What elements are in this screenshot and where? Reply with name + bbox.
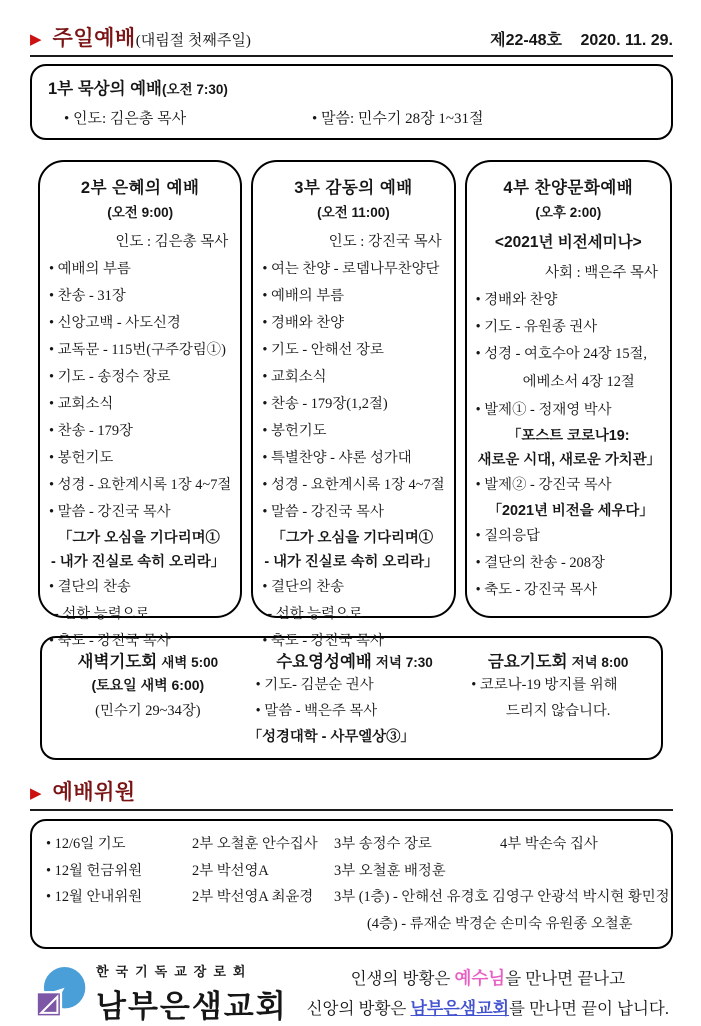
order-item: • 기도 - 안해선 장로 xyxy=(262,342,384,358)
committee-part3-continuation: (4층) - 류재순 박경순 손미숙 유원종 오철훈 xyxy=(367,915,633,932)
slogan1-prefix: 인생의 방황은 xyxy=(350,969,455,989)
committee-row xyxy=(46,831,657,858)
order-item: • 찬송 - 179장(1,2절) xyxy=(262,396,388,412)
wednesday-service-header xyxy=(244,648,466,672)
red-triangle-icon: ▶ xyxy=(30,32,42,48)
service4-box xyxy=(465,160,672,618)
service1-box xyxy=(30,64,673,140)
committee-part2: 2부 박선영A xyxy=(192,862,269,879)
order-item: • 찬송 - 31장 xyxy=(49,288,126,304)
denomination-name: 한국기독교장로회 xyxy=(96,964,253,979)
committee-row xyxy=(46,858,657,885)
friday-notice-line1: • 코로나-19 방지를 위해 xyxy=(471,677,618,693)
order-item: • 결단의 찬송 xyxy=(49,579,131,595)
friday-prayer xyxy=(465,648,651,750)
committee-part4: 4부 박손숙 집사 xyxy=(500,836,598,852)
committee-part3-4 xyxy=(334,831,657,858)
committee-header xyxy=(30,776,673,811)
dawn-prayer-scripture: (민수기 29~34장) xyxy=(95,703,201,719)
order-item-sub: - 선한 능력으로 xyxy=(267,606,363,622)
church-logo xyxy=(34,961,288,1026)
service3-box xyxy=(251,160,455,649)
committee-part2: 2부 오철훈 안수집사 xyxy=(192,836,318,852)
order-item: • 말씀 - 강진국 목사 xyxy=(49,504,171,520)
committee-part3: 3부 오철훈 배정훈 xyxy=(334,862,446,879)
committee-title: 예배위원 xyxy=(52,781,136,804)
dawn-prayer-saturday: (토요일 새벽 6:00) xyxy=(91,677,205,693)
service1-details xyxy=(48,107,655,128)
order-item: • 찬송 - 179장 xyxy=(49,423,133,439)
order-item: • 성경 - 요한계시록 1장 4~7절 xyxy=(49,477,232,493)
service1-title: 1부 묵상의 예배 xyxy=(48,80,162,98)
order-item: • 여는 찬양 - 로뎀나무찬양단 xyxy=(262,261,440,277)
order-item: • 교독문 - 115번(구주강림①) xyxy=(49,342,226,358)
order-item: • 기도 - 유원종 권사 xyxy=(475,319,598,335)
service1-time: (오전 7:30) xyxy=(161,82,228,97)
service1-title-line xyxy=(48,75,655,99)
church-logo-text xyxy=(96,961,288,1026)
friday-prayer-title: 금요기도회 xyxy=(487,653,568,671)
wednesday-service xyxy=(244,648,466,750)
presentation2-title: 「2021년 비전을 세우다」 xyxy=(487,503,654,519)
order-item: • 신앙고백 - 사도신경 xyxy=(49,315,181,331)
service4-time: (오후 2:00) xyxy=(535,205,602,220)
committee-role-empty xyxy=(46,911,192,938)
service3-time: (오전 11:00) xyxy=(317,205,390,220)
service2-box xyxy=(38,160,242,649)
service4-title: 4부 찬양문화예배 xyxy=(503,179,634,197)
committee-role: • 12월 안내위원 xyxy=(46,889,143,905)
committee-part2-empty xyxy=(192,911,334,938)
service3-leader: 인도 : 강진국 목사 xyxy=(328,234,442,250)
order-item: • 경배와 찬양 xyxy=(475,292,558,308)
slogan-line2 xyxy=(307,994,669,1024)
order-item: • 결단의 찬송 - 208장 xyxy=(475,555,605,571)
order-item: • 말씀 - 강진국 목사 xyxy=(262,504,384,520)
order-item: • 질의응답 xyxy=(475,528,540,544)
slogan2-church: 남부은샘교회 xyxy=(410,999,510,1018)
order-item: • 예배의 부름 xyxy=(262,288,345,304)
order-item: • 결단의 찬송 xyxy=(262,579,345,595)
dawn-prayer-time: 새벽 5:00 xyxy=(161,655,219,670)
committee-role: • 12월 헌금위원 xyxy=(46,862,143,879)
order-item: • 성경 - 여호수아 24장 15절, xyxy=(475,346,648,362)
committee-row xyxy=(46,884,670,911)
church-name: 남부은샘교회 xyxy=(96,989,288,1024)
issue-and-date xyxy=(490,27,673,50)
committee-part3: 3부 송정수 장로 xyxy=(334,836,432,852)
order-item: • 축도 - 강진국 목사 xyxy=(262,633,384,649)
order-item-sub: - 선한 능력으로 xyxy=(54,606,150,622)
order-item: • 기도 - 송정수 장로 xyxy=(49,369,171,385)
committee-part3: 3부 (1층) - 안해선 유경호 김영구 안광석 박시현 황민정 xyxy=(334,889,670,905)
slogan2-prefix: 신앙의 방황은 xyxy=(306,999,411,1018)
slogan1-suffix: 을 만나면 끝나고 xyxy=(505,969,626,989)
wednesday-series-title: 「성경대학 - 사무엘상③」 xyxy=(247,729,415,745)
order-item: • 예배의 부름 xyxy=(49,261,131,277)
order-item-continuation: 에베소서 4장 12절 xyxy=(522,374,635,390)
slogan1-jesus: 예수님 xyxy=(454,968,506,989)
committee-part2: 2부 박선영A 최윤경 xyxy=(192,889,314,905)
issue-number: 제22-48호 xyxy=(490,32,563,49)
page-title: 주일예배 xyxy=(52,27,136,50)
order-item: • 봉헌기도 xyxy=(49,450,114,466)
order-item: • 특별찬양 - 샤론 성가대 xyxy=(262,450,412,466)
friday-prayer-time: 저녁 8:00 xyxy=(571,655,629,670)
order-item: • 경배와 찬양 xyxy=(262,315,345,331)
wednesday-service-time: 저녁 7:30 xyxy=(375,655,433,670)
wednesday-prayer: • 기도- 김분순 권사 xyxy=(255,677,374,693)
service2-time: (오전 9:00) xyxy=(107,205,174,220)
order-item: • 교회소식 xyxy=(262,369,327,385)
friday-notice-line2: 드리지 않습니다. xyxy=(505,703,611,719)
order-item: • 봉헌기도 xyxy=(262,423,327,439)
footer xyxy=(30,961,673,1026)
service1-scripture: • 말씀: 민수기 28장 1~31절 xyxy=(312,111,484,127)
service1-leader: • 인도: 김은총 목사 xyxy=(64,111,187,127)
wednesday-sermon: • 말씀 - 백은주 목사 xyxy=(255,703,378,719)
order-item: • 축도 - 강진국 목사 xyxy=(475,582,598,598)
order-item: • 발제② - 강진국 목사 xyxy=(475,477,612,493)
midweek-box xyxy=(40,636,663,760)
order-item: • 성경 - 요한계시록 1장 4~7절 xyxy=(262,477,445,493)
church-slogan xyxy=(307,963,669,1024)
service-columns xyxy=(38,160,665,649)
presentation1-title-line2: 새로운 시대, 새로운 가치관」 xyxy=(477,452,661,468)
vision-seminar-title: <2021년 비전세미나> xyxy=(494,234,642,251)
slogan2-suffix: 를 만나면 끝이 납니다. xyxy=(509,999,669,1018)
presentation1-title-line1: 「포스트 코로나19: xyxy=(506,428,630,444)
committee-role: • 12/6일 기도 xyxy=(46,836,126,852)
service3-title: 3부 감동의 예배 xyxy=(294,179,413,197)
friday-prayer-header xyxy=(465,648,651,672)
service2-leader: 인도 : 김은총 목사 xyxy=(115,234,229,250)
main-header xyxy=(30,22,673,57)
committee-row xyxy=(46,911,657,938)
service2-title: 2부 은혜의 예배 xyxy=(80,179,200,197)
sermon-title-line2: - 내가 진실로 속히 오리라」 xyxy=(264,554,439,570)
church-logo-icon xyxy=(34,966,88,1022)
sermon-title-line2: - 내가 진실로 속히 오리라」 xyxy=(51,554,226,570)
dawn-prayer-title: 새벽기도회 xyxy=(77,653,158,671)
page-subtitle: (대림절 첫째주일) xyxy=(135,33,251,49)
issue-date: 2020. 11. 29. xyxy=(580,32,673,49)
order-item: • 축도 - 강진국 목사 xyxy=(49,633,171,649)
slogan-line1 xyxy=(307,963,669,994)
order-item: • 교회소식 xyxy=(49,396,114,412)
wednesday-service-title: 수요영성예배 xyxy=(276,653,372,671)
committee-box xyxy=(30,819,673,949)
sermon-title-line1: 「그가 오심을 기다리며① xyxy=(271,530,434,546)
service4-leader: 사회 : 백은주 목사 xyxy=(544,265,658,281)
dawn-prayer-header xyxy=(52,648,244,672)
red-triangle-icon: ▶ xyxy=(30,786,42,802)
order-item: • 발제① - 정재영 박사 xyxy=(475,402,612,418)
dawn-prayer xyxy=(52,648,244,750)
sermon-title-line1: 「그가 오심을 기다리며① xyxy=(58,530,220,546)
